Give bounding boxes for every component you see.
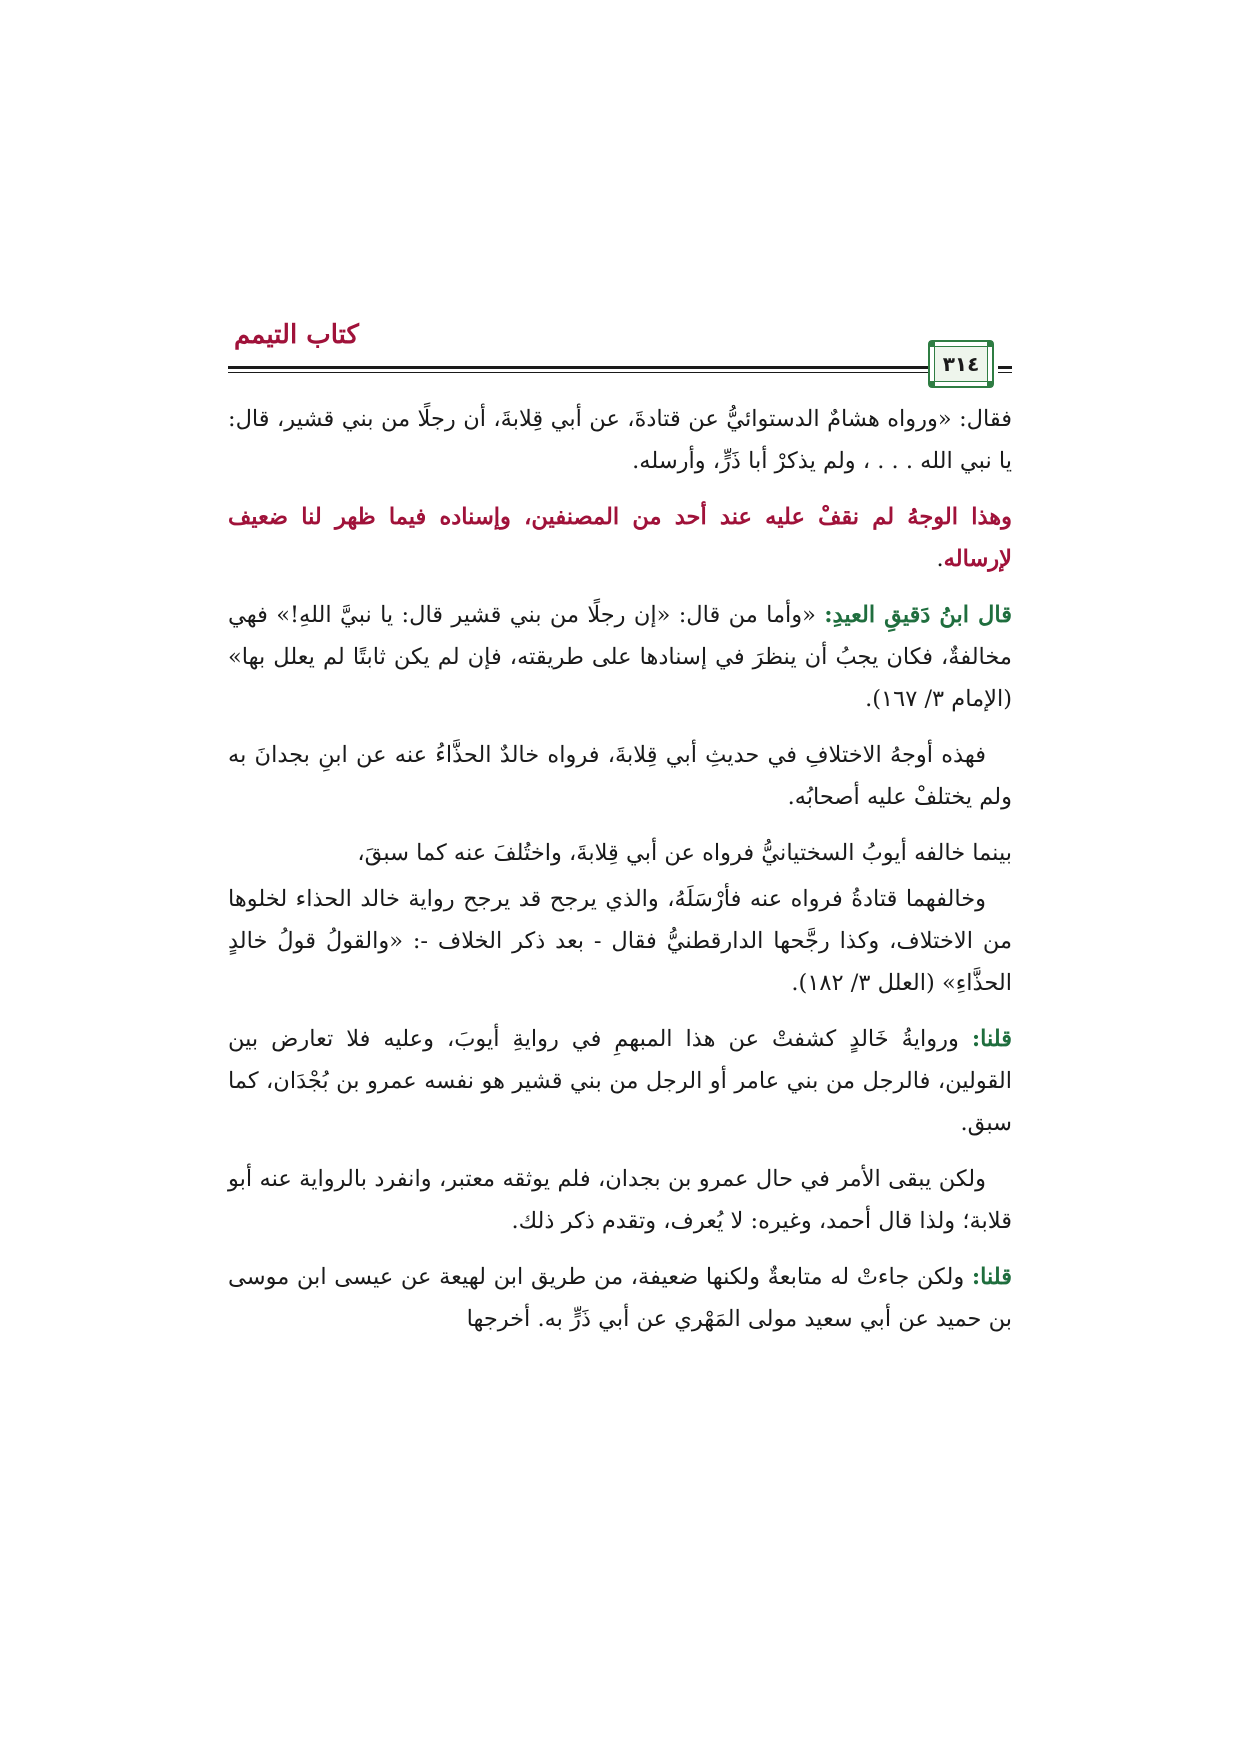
highlighted-paragraph bbox=[228, 496, 1012, 580]
header-rule-thin bbox=[228, 372, 928, 373]
qulna-paragraph bbox=[228, 1018, 1012, 1144]
paragraph-tail: . bbox=[936, 546, 944, 572]
qulna-paragraph bbox=[228, 1256, 1012, 1340]
paragraph bbox=[228, 832, 1012, 874]
header-rule-thick-right bbox=[998, 366, 1012, 369]
paragraph bbox=[228, 734, 1012, 818]
page-content bbox=[228, 398, 1012, 1354]
quote-paragraph bbox=[228, 594, 1012, 720]
ornate-frame-icon bbox=[928, 340, 994, 388]
paragraph-text: وروايةُ خَالدٍ كشفتْ عن هذا المبهمِ في روايةِ أيوبَ، وعليه فلا تعارض بين القولين، فالرجل من بني عامر أو الرجل من بني قشير هو نفسه عمرو بن بُجْدَان، كما سبق. bbox=[228, 1026, 1012, 1136]
highlight-text: وهذا الوجهُ لم نقفْ عليه عند أحد من المصنفين، وإسناده فيما ظهر لنا ضعيف لإرساله bbox=[228, 504, 1012, 572]
paragraph bbox=[228, 1158, 1012, 1242]
paragraph-text: ولكن جاءتْ له متابعةٌ ولكنها ضعيفة، من طريق ابن لهيعة عن عيسى ابن موسى بن حميد عن أبي سعيد مولى المَهْري عن أبي ذَرٍّ به. أخرجها bbox=[228, 1264, 1012, 1332]
paragraph-text: فهذه أوجهُ الاختلافِ في حديثِ أبي قِلابةَ، فرواه خالدٌ الحذَّاءُ عنه عن ابنِ بجدانَ به ولم يختلفْ عليه أصحابُه. bbox=[228, 742, 1012, 810]
book-title: كتاب التيمم bbox=[234, 320, 359, 350]
header-rule-thin-right bbox=[998, 372, 1012, 373]
speaker-lead: قلنا: bbox=[971, 1026, 1012, 1052]
page-number-frame bbox=[934, 346, 988, 382]
page-header bbox=[228, 308, 1012, 388]
paragraph bbox=[228, 398, 1012, 482]
paragraph-text: ولكن يبقى الأمر في حال عمرو بن بجدان، فلم يوثقه معتبر، وانفرد بالرواية عنه أبو قلابة؛ ولذا قال أحمد، وغيره: لا يُعرف، وتقدم ذكر ذلك. bbox=[228, 1166, 1012, 1234]
page-number: ٣١٤ bbox=[942, 352, 980, 376]
paragraph-text: وخالفهما قتادةُ فرواه عنه فأرْسَلَهُ، والذي يرجح قد يرجح رواية خالد الحذاء لخلوها من الاختلاف، وكذا رجَّحها الدارقطنيُّ فقال - بعد ذكر الخلاف -: «والقولُ قولُ خالدٍ الحذَّاءِ» (العلل ٣/ ١٨٢). bbox=[228, 886, 1012, 996]
paragraph bbox=[228, 878, 1012, 1004]
header-rule-thick bbox=[228, 366, 928, 369]
speaker-lead: قال ابنُ دَقيقِ العيدِ: bbox=[824, 602, 1013, 628]
paragraph-text: «وأما من قال: «إن رجلًا من بني قشير قال: يا نبيَّ اللهِ!» فهي مخالفةٌ، فكان يجبُ أن ينظرَ في إسنادها على طريقته، فإن لم يكن ثابتًا لم يعلل بها» (الإمام ٣/ ١٦٧). bbox=[228, 602, 1012, 712]
paragraph-text: فقال: «ورواه هشامٌ الدستوائيُّ عن قتادةَ، عن أبي قِلابةَ، أن رجلًا من بني قشير، قال: يا نبي الله . . . ، ولم يذكرْ أبا ذَرٍّ، وأرسله. bbox=[228, 406, 1012, 474]
paragraph-text: بينما خالفه أيوبُ السختيانيُّ فرواه عن أبي قِلابةَ، واختُلفَ عنه كما سبقَ، bbox=[357, 840, 1012, 866]
speaker-lead: قلنا: bbox=[971, 1264, 1012, 1290]
